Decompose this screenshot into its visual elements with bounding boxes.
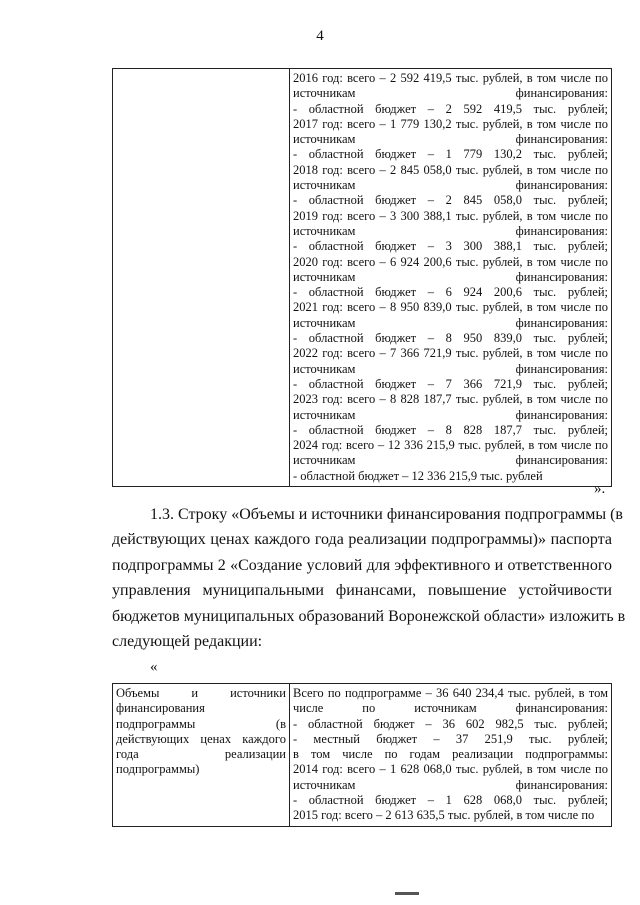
text-line: - областной бюджет – 2 592 419,5 тыс. рублей;: [293, 101, 608, 116]
label-line: Объемы и источники: [116, 686, 286, 700]
paragraph-line: управления муниципальными финансами, повышение устойчивости: [112, 582, 612, 600]
text-line: источникам финансирования:: [293, 269, 608, 284]
paragraph-line: подпрограммы 2 «Создание условий для эффективного и ответственного: [112, 556, 612, 574]
text-line: 2021 год: всего – 8 950 839,0 тыс. рублей, в том числе по: [293, 300, 608, 315]
text-line: источникам финансирования:: [293, 453, 608, 468]
label-line: финансирования: [116, 701, 205, 716]
text-line: 2024 год: всего – 12 336 215,9 тыс. рублей, в том числе по: [293, 438, 608, 453]
page-number: 4: [316, 28, 324, 44]
table-cell-label: [113, 684, 290, 827]
text-line: источникам финансирования:: [293, 132, 608, 147]
text-line: 2017 год: всего – 1 779 130,2 тыс. рублей, в том числе по: [293, 116, 608, 131]
text-line: - областной бюджет – 6 924 200,6 тыс. рублей;: [293, 285, 608, 300]
closing-quote: ».: [594, 481, 606, 497]
text-line: источникам финансирования:: [293, 223, 608, 238]
text-line: 2020 год: всего – 6 924 200,6 тыс. рублей, в том числе по: [293, 254, 608, 269]
paragraph-line: 1.3. Строку «Объемы и источники финансирования подпрограммы (в: [150, 506, 623, 523]
text-line: источникам финансирования:: [293, 315, 608, 330]
scan-mark: [395, 892, 419, 895]
paragraph-line: бюджетов муниципальных образований Воронежской области» изложить в: [112, 607, 626, 625]
table-cell-empty: [113, 69, 290, 487]
text-line: - областной бюджет – 7 366 721,9 тыс. рублей;: [293, 376, 608, 391]
label-line: подпрограммы (в: [116, 716, 286, 731]
text-line: 2022 год: всего – 7 366 721,9 тыс. рублей, в том числе по: [293, 346, 608, 361]
opening-quote: «: [150, 659, 158, 675]
text-line: Всего по подпрограмме – 36 640 234,4 тыс. рублей, в том: [293, 686, 608, 700]
text-line: источникам финансирования:: [293, 178, 608, 193]
text-line: в том числе по годам реализации подпрограммы:: [293, 747, 608, 762]
text-line: - областной бюджет – 8 828 187,7 тыс. рублей;: [293, 422, 608, 437]
text-line: - областной бюджет – 1 628 068,0 тыс. рублей;: [293, 793, 608, 808]
funding-table-continued: [112, 68, 612, 487]
text-line: источникам финансирования:: [293, 86, 608, 101]
text-line: - областной бюджет – 3 300 388,1 тыс. рублей;: [293, 239, 608, 254]
paragraph-line: действующих ценах каждого года реализации подпрограммы)» паспорта: [112, 531, 612, 549]
text-line: числе по источникам финансирования:: [293, 701, 608, 716]
table-cell-funding-totals: [290, 684, 612, 827]
label-line: года реализации: [116, 747, 286, 762]
label-line: действующих ценах каждого: [116, 731, 286, 746]
table-row: [113, 69, 612, 487]
text-line: - областной бюджет – 8 950 839,0 тыс. рублей;: [293, 331, 608, 346]
text-line: 2018 год: всего – 2 845 058,0 тыс. рублей, в том числе по: [293, 162, 608, 177]
text-line: источникам финансирования:: [293, 777, 608, 792]
text-line: - областной бюджет – 36 602 982,5 тыс. рублей;: [293, 716, 608, 731]
text-line: 2019 год: всего – 3 300 388,1 тыс. рублей, в том числе по: [293, 208, 608, 223]
text-line: - областной бюджет – 1 779 130,2 тыс. рублей;: [293, 147, 608, 162]
table-cell-funding-by-year: [290, 69, 612, 487]
text-line: 2015 год: всего – 2 613 635,5 тыс. рублей, в том числе по: [293, 808, 595, 823]
amendment-paragraph: [112, 502, 626, 654]
table-row: [113, 684, 612, 827]
text-line: 2014 год: всего – 1 628 068,0 тыс. рублей, в том числе по: [293, 762, 608, 777]
paragraph-line: следующей редакции:: [112, 633, 263, 651]
text-line: источникам финансирования:: [293, 361, 608, 376]
text-line: - областной бюджет – 2 845 058,0 тыс. рублей;: [293, 193, 608, 208]
funding-table-new: [112, 683, 612, 827]
label-line: подпрограммы): [116, 762, 200, 777]
text-line: источникам финансирования:: [293, 407, 608, 422]
text-line: 2016 год: всего – 2 592 419,5 тыс. рублей, в том числе по: [293, 71, 608, 85]
text-line: - областной бюджет – 12 336 215,9 тыс. рублей: [293, 468, 543, 483]
text-line: - местный бюджет – 37 251,9 тыс. рублей;: [293, 731, 608, 746]
text-line: 2023 год: всего – 8 828 187,7 тыс. рублей, в том числе по: [293, 392, 608, 407]
